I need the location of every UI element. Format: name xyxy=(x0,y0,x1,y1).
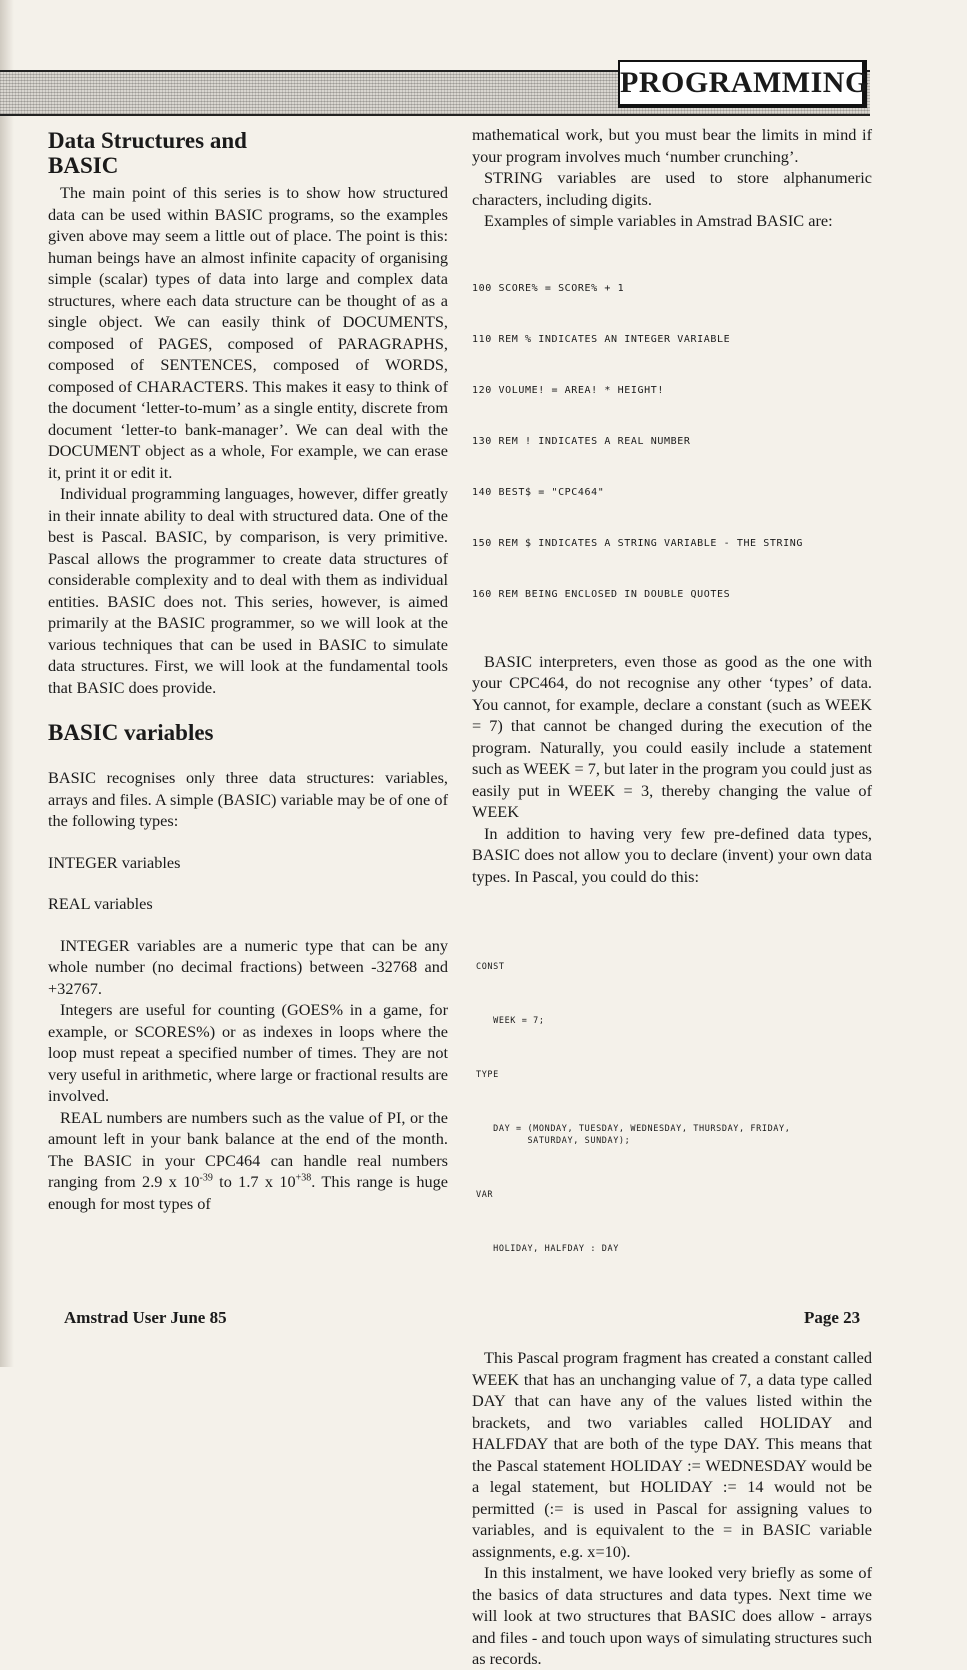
right-column xyxy=(472,124,872,1670)
pascal-line: WEEK = 7; xyxy=(476,1016,545,1026)
code-line: 120 VOLUME! = AREA! * HEIGHT! xyxy=(472,384,664,396)
intro-paragraph-1: The main point of this series is to show how structured data can be used within BASIC programs, so the examples given above may seem a little out of place. The point is this: human beings have an almost infinite capacity of organising simple (scalar) types of data into large and complex data structures, where each data structure can be thought of as a single object. We can easily think of DOCUMENTS, composed of PAGES, composed of PARAGRAPHS, composed of SENTENCES, composed of WORDS, composed of CHARACTERS. This makes it easy to think of the document ‘letter-to-mum’ as a single entity, discrete from document ‘letter-to bank-manager’. We can deal with the DOCUMENT object as a whole, For example, we can erase it, print it or edit it. xyxy=(48,183,448,482)
real-exponent-min: -39 xyxy=(199,1172,213,1184)
pascal-line: HOLIDAY, HALFDAY : DAY xyxy=(476,1244,619,1254)
pascal-line: VAR xyxy=(476,1190,494,1200)
examples-paragraph: Examples of simple variables in Amstrad BASIC are: xyxy=(484,211,833,230)
code-line: 140 BEST$ = "CPC464" xyxy=(472,486,605,498)
pascal-line: TYPE xyxy=(476,1070,499,1080)
pascal-explanation-paragraph: This Pascal program fragment has created a constant called WEEK that has an unchanging value of 7, a data type called DAY that can have any of the values listed within the brackets, and two variables called HOLIDAY and HALFDAY that are both of the type DAY. This means that the Pascal statement HOLIDAY := WEDNESDAY would be a legal statement, but HOLIDAY := 14 would not be permitted (:= is used in Pascal for assigning values to variables, and is equivalent to the = in BASIC variable assignments, e.g. x=10). xyxy=(472,1348,872,1561)
real-text-a: REAL numbers are numbers such as the value of PI, or the amount left in your bank balance at the end of the month. The BASIC in your CPC464 can handle real numbers ranging from 2.9 x 10 xyxy=(48,1107,448,1191)
integer-paragraph: INTEGER variables are a numeric type that can be any whole number (no decimal fractions) between -32768 and +32767. xyxy=(48,935,448,998)
code-line: 130 REM ! INDICATES A REAL NUMBER xyxy=(472,435,691,447)
integers-useful-paragraph: Integers are useful for counting (GOES% in a game, for example, or SCORES%) or as indexes in loops where the loop must repeat a specified number of times. They are not very useful in arithmetic, where large or fractional results are involved. xyxy=(48,1000,448,1105)
string-paragraph: STRING variables are used to store alphanumeric characters, including digits. xyxy=(472,168,872,209)
article-title-line2: BASIC xyxy=(48,153,119,178)
interpreters-paragraph: BASIC interpreters, even those as good as the one with your CPC464, do not recognise any other ‘types’ of data. You cannot, for example, declare a constant (such as WEEK = 7) that cannot be changed during the execution of the program. Naturally, you could easily include a statement such as WEEK = 7, but later in the program you could just as easily put in WEEK = 3, thereby changing the value of WEEK xyxy=(472,651,872,821)
real-paragraph xyxy=(48,1107,448,1215)
variables-paragraph: BASIC recognises only three data structures: variables, arrays and files. A simple (BASIC) variable may be of one of the following types: xyxy=(48,768,448,830)
pascal-line: CONST xyxy=(476,962,505,972)
addition-paragraph: In addition to having very few pre-defined data types, BASIC does not allow you to declare (invent) your own data types. In Pascal, you could do this: xyxy=(472,823,872,886)
article-title xyxy=(48,128,448,178)
type-real: REAL variables xyxy=(48,894,153,913)
real-exponent-max: +38 xyxy=(295,1172,312,1184)
math-continuation-paragraph: mathematical work, but you must bear the limits in mind if your program involves much ‘number crunching’. xyxy=(472,125,872,166)
basic-code-listing xyxy=(472,246,872,637)
type-integer: INTEGER variables xyxy=(48,852,181,872)
footer-publication: Amstrad User June 85 xyxy=(64,1308,227,1327)
subheading-basic-variables: BASIC variables xyxy=(48,720,214,745)
real-text-c: . This range is huge enough for most types of xyxy=(48,1172,448,1213)
code-line: 150 REM $ INDICATES A STRING VARIABLE - THE STRING xyxy=(472,537,804,549)
pascal-line: DAY = (MONDAY, TUESDAY, WEDNESDAY, THURSDAY, FRIDAY, SATURDAY, SUNDAY); xyxy=(493,1124,791,1146)
pascal-code-listing xyxy=(476,937,872,1297)
closing-paragraph: In this instalment, we have looked very briefly as some of the basics of data structures and data types. Next time we will look at two structures that BASIC does allow - arrays and files - and touch upon ways of simulating structures such as records. xyxy=(472,1563,872,1668)
code-line: 110 REM % INDICATES AN INTEGER VARIABLE xyxy=(472,333,731,345)
left-column xyxy=(48,128,448,1214)
code-line: 160 REM BEING ENCLOSED IN DOUBLE QUOTES xyxy=(472,588,731,600)
footer-page-number: Page 23 xyxy=(804,1308,861,1327)
article-title-line1: Data Structures and xyxy=(48,128,247,153)
intro-paragraph-2: Individual programming languages, however, differ greatly in their innate ability to deal with structured data. One of the best is Pascal. BASIC, by comparison, is very primitive. Pascal allows the programmer to create data structures of considerable complexity and to deal with them as individual entities. BASIC does not. This series, however, is aimed primarily at the BASIC programmer, so we will look at the various techniques that can be used in BASIC to simulate data structures. First, we will look at the fundamental tools that BASIC does provide. xyxy=(48,484,448,697)
code-line: 100 SCORE% = SCORE% + 1 xyxy=(472,282,625,294)
section-label: PROGRAMMING xyxy=(618,60,867,108)
real-text-b: to 1.7 x 10 xyxy=(212,1172,296,1191)
page-edge-shadow xyxy=(0,0,14,1367)
